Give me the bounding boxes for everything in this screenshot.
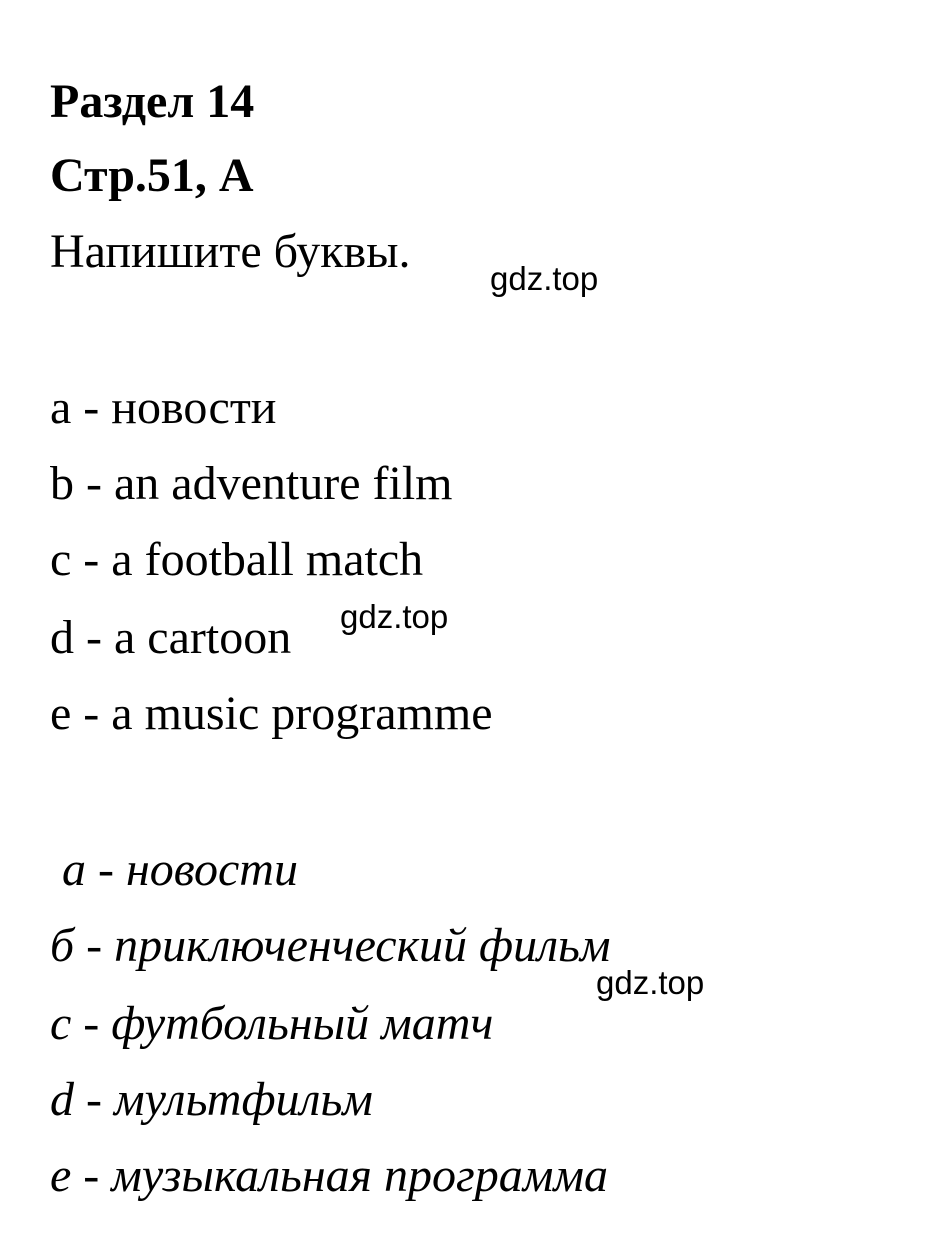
english-item-c: c - a football match <box>50 533 424 586</box>
english-item-b: b - an adventure film <box>50 457 453 510</box>
translated-item-a: а - новости <box>62 843 298 896</box>
translated-item-b: б - приключенческий фильм <box>50 919 611 972</box>
watermark: gdz.top <box>596 964 705 1001</box>
watermark: gdz.top <box>490 260 599 297</box>
watermark: gdz.top <box>340 598 449 635</box>
english-item-e: e - a music programme <box>50 687 493 740</box>
english-item-a: a - новости <box>50 381 277 434</box>
section-title: Раздел 14 <box>50 75 255 128</box>
translated-item-c: c - футбольный матч <box>50 997 494 1050</box>
translated-item-e: e - музыкальная программа <box>50 1149 608 1202</box>
translated-item-d: d - мультфильм <box>50 1073 373 1126</box>
instruction-text: Напишите буквы. <box>50 225 411 278</box>
page-reference: Стр.51, А <box>50 149 254 202</box>
english-item-d: d - a cartoon <box>50 611 292 664</box>
